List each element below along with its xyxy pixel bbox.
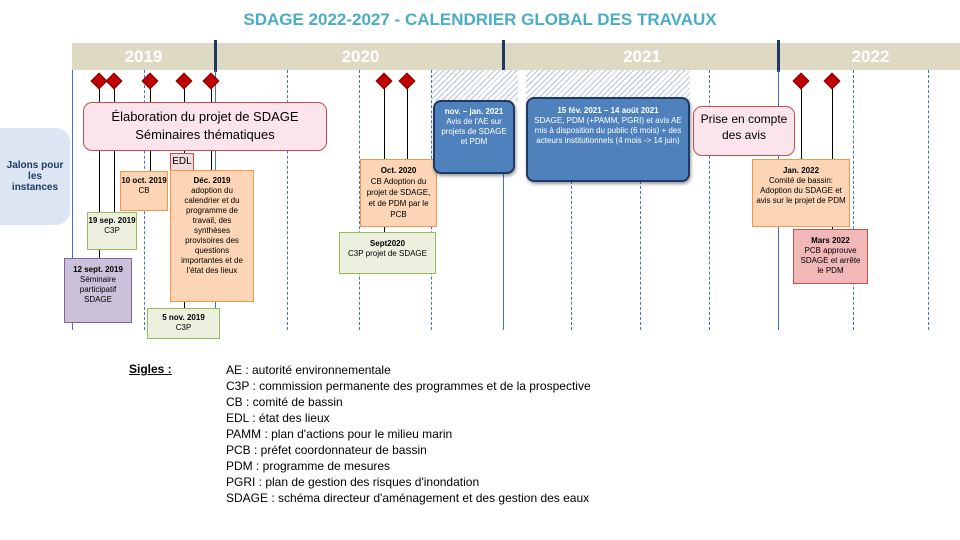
jalons-text: Jalons pour les instances <box>6 160 64 193</box>
milestone-sept-2020 <box>339 232 436 274</box>
milestone-diamond-icon <box>106 73 123 90</box>
elaboration-line2: Séminaires thématiques <box>135 127 275 142</box>
milestone-text: PCB approuve SDAGE et arrête le PDM <box>800 246 861 275</box>
sigles-list <box>226 362 591 506</box>
grid-line <box>853 70 854 330</box>
milestone-12-sept-2019 <box>64 258 132 323</box>
sigle-pdm: PDM : programme de mesures <box>226 459 391 473</box>
milestone-5-nov-2019 <box>147 308 220 339</box>
year-separator <box>214 40 217 72</box>
milestone-text: Séminaire participatif SDAGE <box>79 275 117 304</box>
milestone-date: Mars 2022 <box>811 236 850 245</box>
sigle-c3p: C3P : commission permanente des programmes et de la prospective <box>226 379 591 393</box>
elaboration-line1: Élaboration du projet de SDAGE <box>111 109 299 124</box>
sigles-heading: Sigles : <box>129 362 172 376</box>
phase-nov-jan-2021 <box>433 100 515 174</box>
milestone-text: C3P projet de SDAGE <box>347 249 427 258</box>
milestone-date: 19 sep. 2019 <box>88 216 136 225</box>
sigle-pgri: PGRI : plan de gestion des risques d'inondation <box>226 475 480 489</box>
sigle-edl: EDL : état des lieux <box>226 411 330 425</box>
prise-en-compte-box <box>693 106 795 156</box>
milestone-text: CB Adoption du projet de SDAGE, et de PDM par le PCB <box>366 177 431 219</box>
milestone-date: Sept2020 <box>369 239 406 248</box>
elaboration-box <box>83 102 327 151</box>
sigle-pcb: PCB : préfet coordonnateur de bassin <box>226 443 427 457</box>
milestone-10-oct-2019 <box>120 171 168 211</box>
milestone-date: 10 oct. 2019 <box>121 176 167 185</box>
milestone-stem <box>801 86 802 159</box>
milestone-text: Comité de bassin: Adoption du SDAGE et avis sur le projet de PDM <box>756 176 846 205</box>
milestone-diamond-icon <box>176 73 193 90</box>
milestone-jan-2022 <box>752 159 850 227</box>
phase-text: Avis de l'AE sur projets de SDAGE et PDM <box>441 117 507 146</box>
milestone-text: C3P <box>104 226 120 235</box>
phase-text: SDAGE, PDM (+PAMM, PGRI) et avis AE mis à disposition du public (6 mois) + des acteurs institutionnels (4 mois -> 14 juin) <box>534 116 682 145</box>
milestone-19-sep-2019 <box>87 212 137 250</box>
milestone-mars-2022 <box>793 229 868 284</box>
year-2020: 2020 <box>341 47 380 66</box>
milestone-date: 5 nov. 2019 <box>162 313 205 322</box>
year-2019: 2019 <box>124 47 163 66</box>
grid-line <box>928 70 929 330</box>
milestone-diamond-icon <box>203 73 220 90</box>
prise-en-compte-text: Prise en compte des avis <box>700 112 788 142</box>
milestone-diamond-icon <box>399 73 416 90</box>
page-title: SDAGE 2022-2027 - CALENDRIER GLOBAL DES TRAVAUX <box>243 10 717 29</box>
milestone-diamond-icon <box>376 73 393 90</box>
milestone-oct-2020 <box>360 159 437 227</box>
sigle-pamm: PAMM : plan d'actions pour le milieu marin <box>226 427 453 441</box>
sigle-sdage: SDAGE : schéma directeur d'aménagement et des gestion des eaux <box>226 491 590 505</box>
milestone-date: Jan. 2022 <box>782 166 820 175</box>
milestone-diamond-icon <box>793 73 810 90</box>
milestone-text: CB <box>138 186 150 195</box>
milestone-text: adoption du calendrier et du programme de travail, des synthèses provisoires des questions importantes et de l'état des lieux <box>181 186 243 275</box>
milestone-date: Oct. 2020 <box>380 166 417 175</box>
jalons-label <box>0 128 70 225</box>
milestone-diamond-icon <box>824 73 841 90</box>
year-2022: 2022 <box>851 47 890 66</box>
year-separator <box>777 40 780 72</box>
sigle-cb: CB : comité de bassin <box>226 395 343 409</box>
hatched-period <box>432 70 518 101</box>
year-2021: 2021 <box>623 47 661 66</box>
edl-badge: EDL <box>170 153 194 171</box>
milestone-text: C3P <box>175 323 192 332</box>
milestone-dec-2019 <box>170 170 254 302</box>
phase-consultation-2021 <box>526 97 690 182</box>
milestone-stem <box>407 86 408 160</box>
phase-date: nov. – jan. 2021 <box>444 107 504 116</box>
milestone-date: 12 sept. 2019 <box>73 265 123 274</box>
phase-date: 15 fév. 2021 – 14 août 2021 <box>557 106 659 115</box>
sigle-ae: AE : autorité environnementale <box>226 363 391 377</box>
year-separator <box>502 40 505 72</box>
milestone-date: Déc. 2019 <box>193 176 231 185</box>
